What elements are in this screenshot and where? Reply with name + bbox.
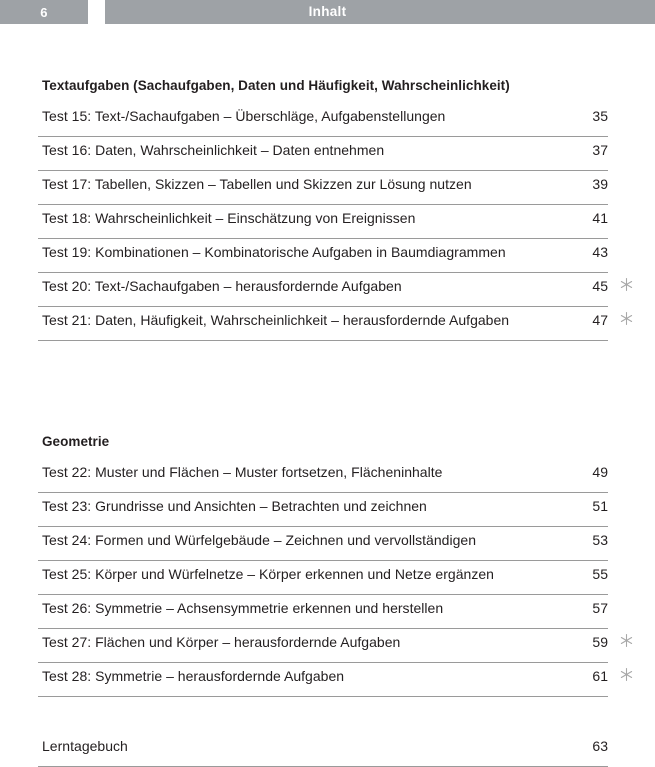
header-title: Inhalt — [308, 4, 347, 20]
toc-entry-title: Test 21: Daten, Häufigkeit, Wahrscheinlichkeit – herausfordernde Aufgaben — [42, 312, 510, 328]
section-heading-geometrie: Geometrie — [42, 434, 110, 449]
toc-entry-page-number: 45 — [592, 278, 608, 294]
toc-entry-title: Lerntagebuch — [42, 738, 128, 754]
section-heading-textaufgaben: Textaufgaben (Sachaufgaben, Daten und Häufigkeit, Wahrscheinlichkeit) — [42, 78, 510, 93]
section-spacer — [38, 341, 608, 373]
toc-entry[interactable] — [38, 733, 608, 767]
toc-entry[interactable] — [38, 137, 608, 171]
toc-entry-page-number: 43 — [592, 244, 608, 260]
tail-entries — [38, 733, 608, 767]
toc-entry-page-number: 53 — [592, 532, 608, 548]
toc-entry[interactable] — [38, 595, 608, 629]
table-of-contents — [0, 78, 655, 767]
toc-entry-title: Test 16: Daten, Wahrscheinlichkeit – Daten entnehmen — [42, 142, 385, 158]
header-gap — [88, 0, 105, 24]
toc-entry[interactable] — [38, 629, 608, 663]
toc-entry-title: Test 23: Grundrisse und Ansichten – Betrachten und zeichnen — [42, 498, 427, 514]
toc-entry[interactable] — [38, 663, 608, 697]
toc-entry[interactable] — [38, 239, 608, 273]
toc-entry-page-number: 39 — [592, 176, 608, 192]
running-header — [0, 0, 655, 24]
toc-entry-title: Test 27: Flächen und Körper – herausfordernde Aufgaben — [42, 634, 401, 650]
section-entries-textaufgaben — [38, 103, 608, 341]
toc-entry[interactable] — [38, 561, 608, 595]
toc-entry[interactable] — [38, 171, 608, 205]
toc-entry-page-number: 49 — [592, 464, 608, 480]
challenge-star-icon — [618, 666, 634, 682]
toc-entry[interactable] — [38, 273, 608, 307]
toc-entry[interactable] — [38, 493, 608, 527]
toc-entry-page-number: 57 — [592, 600, 608, 616]
toc-entry-page-number: 47 — [592, 312, 608, 328]
toc-entry[interactable] — [38, 527, 608, 561]
toc-entry-page-number: 55 — [592, 566, 608, 582]
toc-entry-title: Test 15: Text-/Sachaufgaben – Überschläge, Aufgabenstellungen — [42, 108, 446, 124]
toc-entry[interactable] — [38, 103, 608, 137]
header-bar — [105, 0, 655, 24]
toc-entry-title: Test 20: Text-/Sachaufgaben – herausfordernde Aufgaben — [42, 278, 402, 294]
toc-entry-title: Test 19: Kombinationen – Kombinatorische Aufgaben in Baumdiagrammen — [42, 244, 506, 260]
toc-entry[interactable] — [38, 459, 608, 493]
challenge-star-icon — [618, 310, 634, 326]
toc-entry-page-number: 35 — [592, 108, 608, 124]
page-number-box — [0, 0, 88, 24]
toc-entry-title: Test 24: Formen und Würfelgebäude – Zeichnen und vervollständigen — [42, 532, 477, 548]
toc-entry[interactable] — [38, 205, 608, 239]
challenge-star-icon — [618, 632, 634, 648]
toc-entry-page-number: 63 — [592, 738, 608, 754]
toc-entry-page-number: 61 — [592, 668, 608, 684]
toc-entry-title: Test 18: Wahrscheinlichkeit – Einschätzung von Ereignissen — [42, 210, 416, 226]
toc-entry-title: Test 28: Symmetrie – herausfordernde Aufgaben — [42, 668, 345, 684]
toc-entry-page-number: 59 — [592, 634, 608, 650]
challenge-star-icon — [618, 276, 634, 292]
toc-entry-page-number: 51 — [592, 498, 608, 514]
toc-entry-page-number: 41 — [592, 210, 608, 226]
toc-entry-title: Test 26: Symmetrie – Achsensymmetrie erkennen und herstellen — [42, 600, 444, 616]
toc-entry[interactable] — [38, 307, 608, 341]
page-number: 6 — [40, 4, 48, 20]
toc-entry-page-number: 37 — [592, 142, 608, 158]
toc-entry-title: Test 17: Tabellen, Skizzen – Tabellen und Skizzen zur Lösung nutzen — [42, 176, 472, 192]
toc-entry-title: Test 22: Muster und Flächen – Muster fortsetzen, Flächeninhalte — [42, 464, 443, 480]
section-entries-geometrie — [38, 459, 608, 697]
toc-entry-title: Test 25: Körper und Würfelnetze – Körper erkennen und Netze ergänzen — [42, 566, 494, 582]
